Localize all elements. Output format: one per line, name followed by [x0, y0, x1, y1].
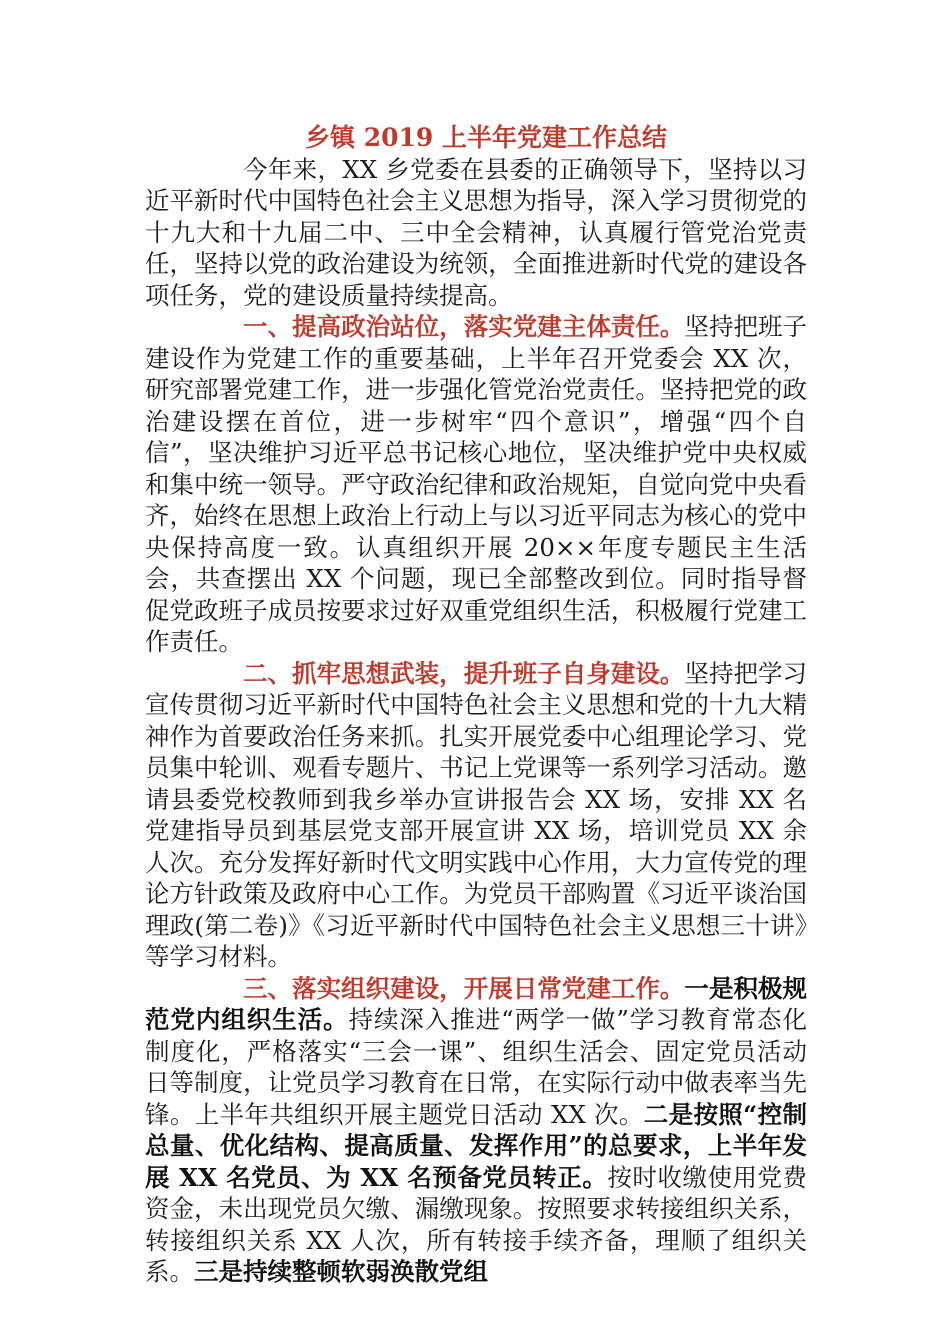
section-1-paragraph: [145, 311, 807, 658]
section-3-point-1-text: 持续深入推进“两学一做”学习教育常态化制度化，严格落实“三会一课”、组织生活会、固定党员活动日等制度，让党员学习教育在日常，在实际行动中做表率当先锋。上半年共组织开展主题党日活动 XX 次。: [145, 1005, 807, 1129]
document-title: 乡镇 2019 上半年党建工作总结: [305, 123, 667, 152]
section-2-body: 坚持把学习宣传贯彻习近平新时代中国特色社会主义思想和党的十九大精神作为首要政治任务来抓。扎实开展党委中心组理论学习、党员集中轮训、观看专题片、书记上党课等一系列学习活动。邀请县委党校教师到我乡举办宣讲报告会 XX 场，安排 XX 名党建指导员到基层党支部开展宣讲 XX 场，培训党员 XX 余人次。充分发挥好新时代文明实践中心作用，大力宣传党的理论方针政策及政府中心工作。为党员干部购置《习近平谈治国理政(第二卷)》《习近平新时代中国特色社会主义思想三十讲》等学习材料。: [145, 658, 808, 971]
section-3-point-3-heading: 三是持续整顿软弱涣散党组: [194, 1257, 488, 1286]
section-1-heading: 一、提高政治站位，落实党建主体责任。: [243, 312, 685, 341]
section-2-paragraph: [145, 658, 807, 973]
section-3-heading: 三、落实组织建设，开展日常党建工作。: [243, 973, 685, 1003]
intro-paragraph: 今年来，XX 乡党委在县委的正确领导下，坚持以习近平新时代中国特色社会主义思想为指导，深入学习贯彻党的十九大和十九届二中、三中全会精神，认真履行管党治党责任，坚持以党的政治建设为统领，全面推进新时代党的建设各项任务，党的建设质量持续提高。: [145, 154, 807, 310]
section-3-point-1-heading: 一是积极规范党内组织生活。: [145, 973, 808, 1034]
document-body: [145, 122, 807, 1288]
section-1-body: 坚持把班子建设作为党建工作的重要基础，上半年召开党委会 XX 次，研究部署党建工作，进一步强化管党治党责任。坚持把党的政治建设摆在首位，进一步树牢“四个意识”，增强“四个自信”，坚决维护习近平总书记核心地位，坚决维护党中央权威和集中统一领导。严守政治纪律和政治规矩，自觉向党中央看齐，始终在思想上政治上行动上与以习近平同志为核心的党中央保持高度一致。认真组织开展 20××年度专题民主生活会，共查摆出 XX 个问题，现已全部整改到位。同时指导督促党政班子成员按要求过好双重党组织生活，积极履行党建工作责任。: [145, 312, 808, 656]
section-2-heading: 二、抓牢思想武装，提升班子自身建设。: [243, 658, 685, 688]
section-3-point-2-heading: 二是按照“控制总量、优化结构、提高质量、发挥作用”的总要求，上半年发展 XX 名党员、为 XX 名预备党员转正。: [145, 1099, 807, 1192]
section-3-paragraph: [145, 973, 807, 1288]
section-3-point-2-text: 按时收缴使用党费资金，未出现党员欠缴、漏缴现象。按照要求转接组织关系，转接组织关系 XX 人次，所有转接手续齐备，理顺了组织关系。: [145, 1162, 808, 1286]
